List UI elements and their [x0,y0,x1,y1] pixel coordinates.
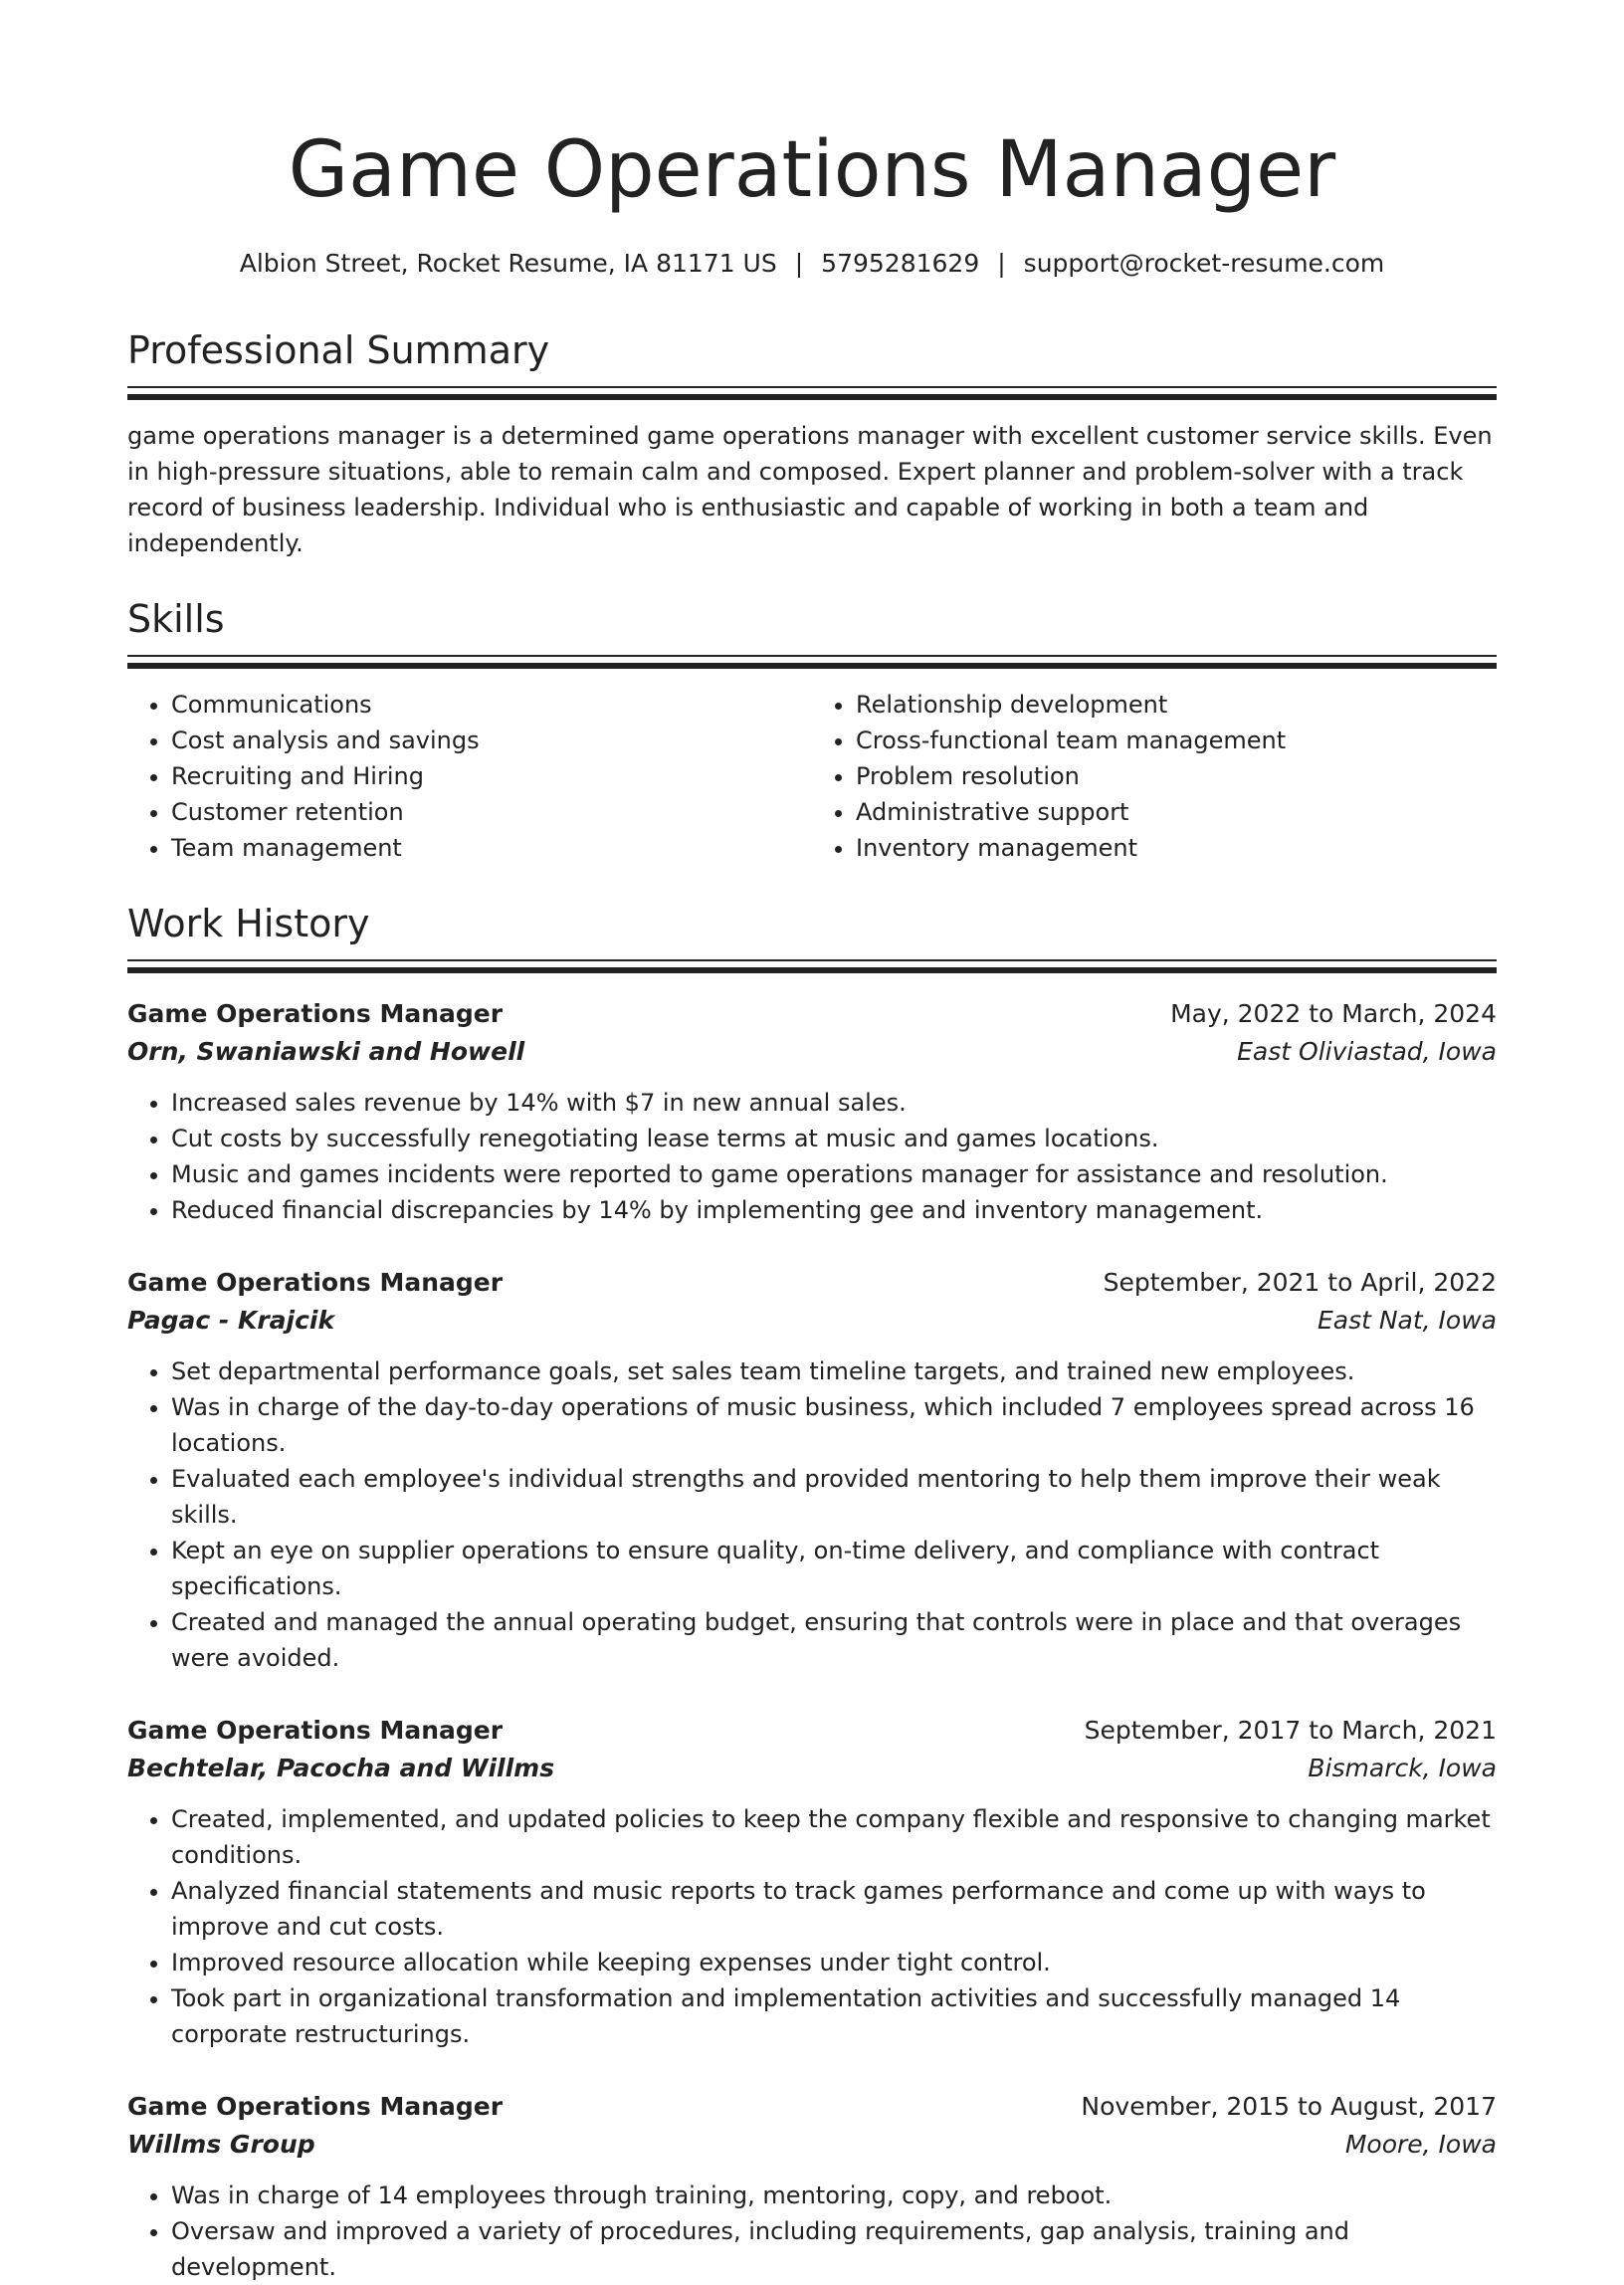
job-bullets [127,1085,1497,1228]
contact-phone: 5795281629 [821,249,980,278]
job-location: Bismarck, Iowa [1308,1754,1497,1782]
job-bullet: • Was in charge of 14 employees through training, mentoring, copy, and reboot. [171,2178,1497,2213]
section-divider [127,655,1497,669]
job-header-row [127,2088,1497,2126]
job-bullet: • Kept an eye on supplier operations to ensure quality, on-time delivery, and compliance with contract specifications. [171,1533,1497,1604]
job-entry [127,1712,1497,2052]
skill-item: • Problem resolution [856,758,1497,794]
section-divider [127,386,1497,400]
job-title: Game Operations Manager [127,999,504,1028]
job-entry [127,995,1497,1228]
skill-item: • Relationship development [856,687,1497,723]
job-company-row [127,2126,1497,2164]
section-title-skills: Skills [127,597,225,641]
job-dates: May, 2022 to March, 2024 [1170,999,1497,1028]
job-entry [127,2088,1497,2285]
section-divider [127,959,1497,973]
skills-grid [127,687,1497,866]
job-bullets [127,1353,1497,1676]
job-title: Game Operations Manager [127,2092,504,2121]
job-header-row [127,1712,1497,1750]
job-location: East Oliviastad, Iowa [1237,1037,1497,1066]
contact-line [127,247,1497,281]
job-dates: November, 2015 to August, 2017 [1081,2092,1497,2121]
job-bullet: • Music and games incidents were reported to game operations manager for assistance and resolution. [171,1156,1497,1192]
skill-item: • Recruiting and Hiring [171,758,812,794]
skills-column-right [812,687,1497,866]
job-company-row [127,1302,1497,1340]
job-dates: September, 2017 to March, 2021 [1084,1716,1497,1745]
skill-item: • Team management [171,830,812,866]
section-title-summary: Professional Summary [127,328,550,372]
skill-item: • Communications [171,687,812,723]
job-header-row [127,995,1497,1033]
job-title: Game Operations Manager [127,1716,504,1745]
job-bullet: • Cut costs by successfully renegotiating lease terms at music and games locations. [171,1121,1497,1156]
skill-item: • Cross-functional team management [856,723,1497,758]
skill-item: • Administrative support [856,794,1497,830]
professional-summary-section [127,324,1497,561]
contact-address: Albion Street, Rocket Resume, IA 81171 US [239,249,777,278]
job-bullet: • Evaluated each employee's individual strengths and provided mentoring to help them improve their weak skills. [171,1461,1497,1533]
job-company: Willms Group [127,2130,315,2159]
job-bullet: • Improved resource allocation while keeping expenses under tight control. [171,1945,1497,1980]
job-bullet: • Created, implemented, and updated policies to keep the company flexible and responsive to changing market conditions. [171,1801,1497,1873]
job-title: Game Operations Manager [127,1268,504,1297]
job-entry [127,1264,1497,1676]
resume-name: Game Operations Manager [288,125,1336,215]
job-bullet: • Analyzed financial statements and music reports to track games performance and come up with ways to improve and cut costs. [171,1873,1497,1945]
contact-separator: | [794,249,804,278]
job-bullet: • Was in charge of the day-to-day operations of music business, which included 7 employees spread across 16 locations. [171,1389,1497,1461]
job-bullet: • Reduced financial discrepancies by 14% by implementing gee and inventory management. [171,1192,1497,1228]
job-company: Bechtelar, Pacocha and Willms [127,1754,555,1782]
skills-column-left [127,687,812,866]
job-bullets [127,2178,1497,2285]
work-history-section [127,898,1497,2285]
skill-item: • Inventory management [856,830,1497,866]
job-location: Moore, Iowa [1344,2130,1497,2159]
job-location: East Nat, Iowa [1317,1306,1497,1335]
contact-separator: | [997,249,1006,278]
job-bullet: • Created and managed the annual operating budget, ensuring that controls were in place and that overages were avoided. [171,1604,1497,1676]
job-header-row [127,1264,1497,1302]
job-bullet: • Took part in organizational transformation and implementation activities and successfully managed 14 corporate restructurings. [171,1980,1497,2052]
summary-text: game operations manager is a determined game operations manager with excellent customer service skills. Even in high-pressure situations, able to remain calm and composed. Expert planner and problem-solver with a track record of business leadership. Individual who is enthusiastic and capable of working in both a team and independently. [127,422,1493,557]
job-company: Orn, Swaniawski and Howell [127,1037,525,1066]
job-company: Pagac - Krajcik [127,1306,335,1335]
job-company-row [127,1750,1497,1787]
skills-section [127,593,1497,866]
skill-item: • Cost analysis and savings [171,723,812,758]
section-title-work-history: Work History [127,902,370,945]
job-bullets [127,1801,1497,2052]
skill-item: • Customer retention [171,794,812,830]
job-bullet: • Set departmental performance goals, set sales team timeline targets, and trained new employees. [171,1353,1497,1389]
job-bullet: • Oversaw and improved a variety of procedures, including requirements, gap analysis, training and development. [171,2213,1497,2285]
job-company-row [127,1033,1497,1071]
job-bullet: • Increased sales revenue by 14% with $7 in new annual sales. [171,1085,1497,1121]
job-dates: September, 2021 to April, 2022 [1103,1268,1497,1297]
contact-email: support@rocket-resume.com [1023,249,1385,278]
